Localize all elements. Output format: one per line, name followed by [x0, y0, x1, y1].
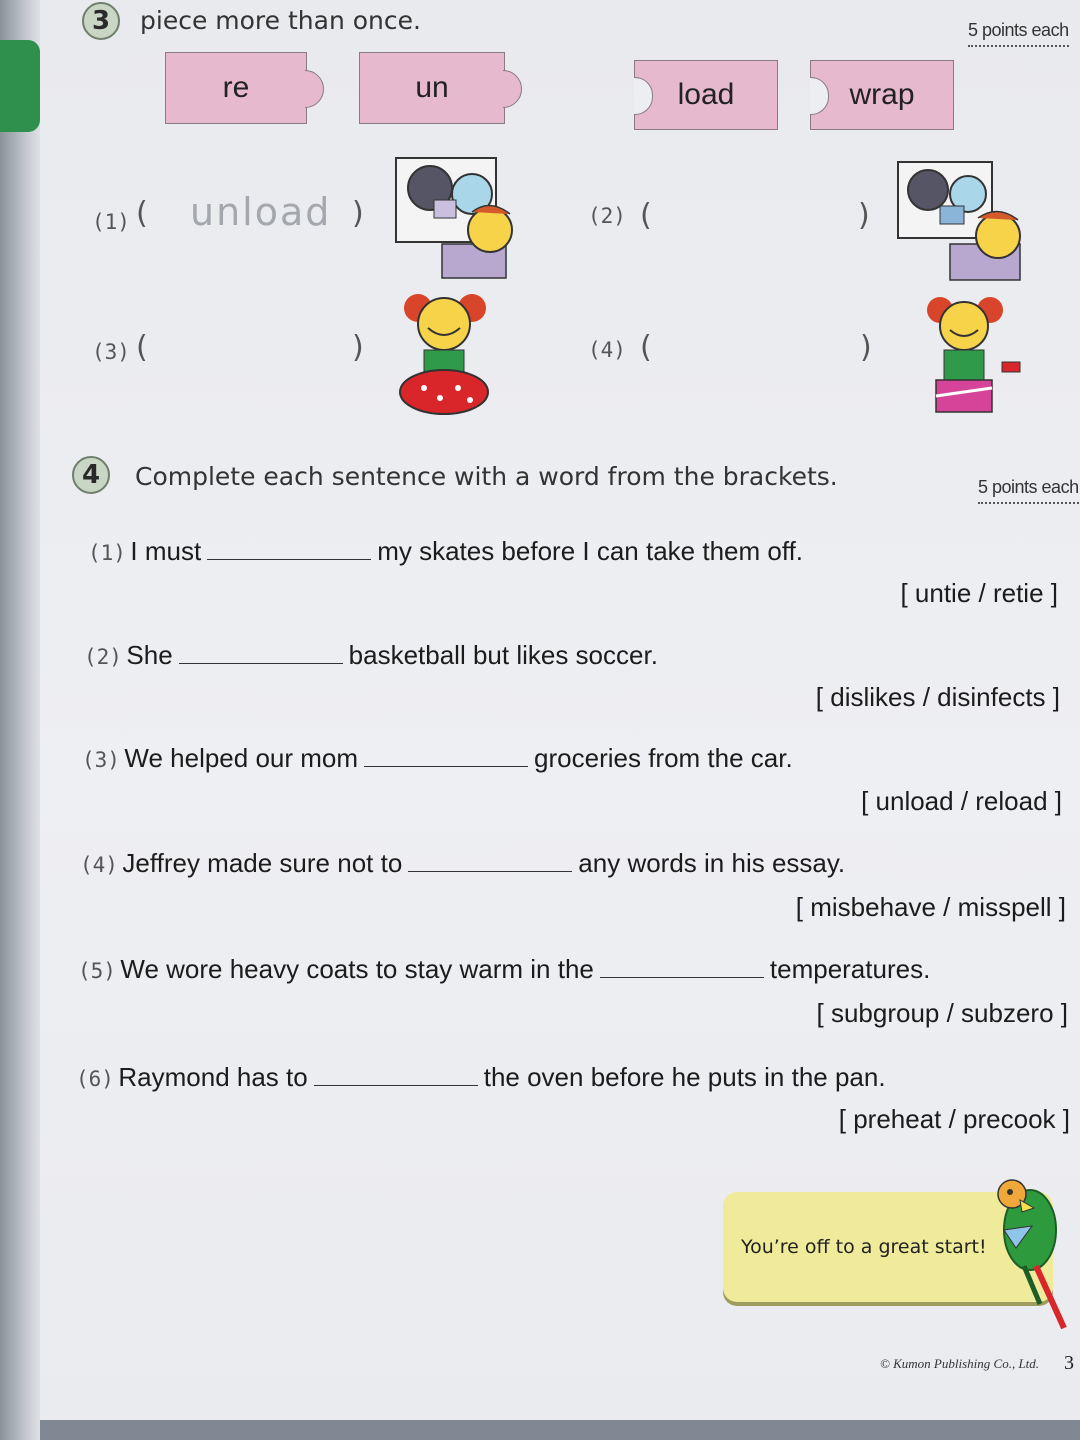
paren-open: (	[640, 198, 652, 233]
answer-blank[interactable]	[364, 744, 528, 767]
binding-edge	[0, 0, 40, 1440]
q4-item-1	[88, 536, 803, 567]
section-3-points: 5 points each	[968, 20, 1069, 47]
paren-open: (	[136, 196, 148, 231]
paren-close: )	[352, 196, 364, 231]
puzzle-piece-wrap	[810, 60, 954, 130]
washing-machine-girl-icon	[894, 158, 1024, 284]
puzzle-piece-load	[634, 60, 778, 130]
q4-item-2-options: [ dislikes / disinfects ]	[815, 682, 1060, 712]
answer-blank[interactable]	[179, 641, 343, 664]
answer-blank[interactable]	[600, 955, 764, 978]
section-4-instruction: Complete each sentence with a word from the brackets.	[135, 462, 838, 491]
q4-item-1-options: [ untie / retie ]	[900, 578, 1058, 608]
answer-blank[interactable]	[408, 849, 572, 872]
sentence-before: We helped our mom	[124, 743, 359, 773]
q4-item-4	[80, 848, 845, 879]
sentence-before: Raymond has to	[118, 1062, 308, 1092]
piece-label: un	[415, 71, 449, 104]
section-3-instruction: piece more than once.	[140, 6, 421, 35]
q3-item-3-answer[interactable]	[180, 326, 350, 370]
girl-in-dress-icon	[394, 288, 494, 416]
q3-item-1-answer[interactable]: unload	[190, 190, 332, 234]
q4-item-3-options: [ unload / reload ]	[861, 786, 1062, 816]
puzzle-notch	[810, 77, 829, 115]
puzzle-knob	[286, 70, 324, 108]
copyright-notice: © Kumon Publishing Co., Ltd.	[880, 1356, 1040, 1371]
piece-label: load	[677, 78, 735, 111]
q4-item-5	[78, 954, 930, 985]
sentence-before: She	[126, 640, 173, 670]
sentence-before: We wore heavy coats to stay warm in the	[120, 954, 594, 984]
q4-item-3	[82, 743, 793, 774]
q4-item-number: (1)	[88, 541, 126, 565]
piece-label: wrap	[849, 78, 915, 111]
section-3-number: 3	[82, 2, 120, 40]
answer-blank[interactable]	[314, 1063, 478, 1086]
q4-item-2	[84, 640, 658, 671]
q4-item-5-options: [ subgroup / subzero ]	[816, 998, 1068, 1028]
sentence-after: the oven before he puts in the pan.	[483, 1062, 886, 1092]
paren-close: )	[858, 198, 870, 233]
q3-item-1-number: (1)	[92, 210, 130, 234]
paren-open: (	[136, 330, 148, 365]
q4-item-number: (4)	[80, 853, 118, 877]
green-page-tab	[0, 40, 40, 132]
paren-close: )	[860, 330, 872, 365]
parrot-icon	[980, 1170, 1070, 1336]
piece-label: re	[222, 71, 250, 104]
q3-item-2-answer[interactable]	[680, 192, 850, 236]
q3-item-4-answer[interactable]	[680, 326, 850, 370]
q4-item-number: (3)	[82, 748, 120, 772]
sentence-before: Jeffrey made sure not to	[122, 848, 403, 878]
sentence-after: any words in his essay.	[578, 848, 846, 878]
sentence-after: basketball but likes soccer.	[348, 640, 658, 670]
q4-item-number: (5)	[78, 959, 116, 983]
q4-item-6-options: [ preheat / precook ]	[838, 1104, 1070, 1134]
worksheet-page	[40, 0, 1080, 1420]
q4-item-6	[76, 1062, 886, 1093]
sentence-after: my skates before I can take them off.	[377, 536, 804, 566]
puzzle-piece-re	[165, 52, 307, 124]
sentence-after: groceries from the car.	[534, 743, 793, 773]
q3-item-3-number: (3)	[92, 340, 130, 364]
section-4-number: 4	[72, 456, 110, 494]
q3-item-2-number: (2)	[588, 204, 626, 228]
q3-item-4-number: (4)	[588, 338, 626, 362]
washing-machine-boy-icon	[394, 154, 524, 280]
q4-item-4-options: [ misbehave / misspell ]	[795, 892, 1066, 922]
girl-wrapping-gift-icon	[920, 292, 1024, 416]
paren-close: )	[352, 330, 364, 365]
paren-open: (	[640, 330, 652, 365]
sentence-after: temperatures.	[769, 954, 931, 984]
page-number: 3	[1064, 1352, 1074, 1374]
sentence-before: I must	[130, 536, 202, 566]
q4-item-number: (2)	[84, 645, 122, 669]
section-4-points: 5 points each	[978, 477, 1079, 504]
q4-item-number: (6)	[76, 1067, 114, 1091]
puzzle-notch	[634, 77, 653, 115]
answer-blank[interactable]	[207, 537, 371, 560]
puzzle-piece-un	[359, 52, 505, 124]
puzzle-knob	[484, 70, 522, 108]
callout-text: You’re off to a great start!	[741, 1236, 987, 1258]
